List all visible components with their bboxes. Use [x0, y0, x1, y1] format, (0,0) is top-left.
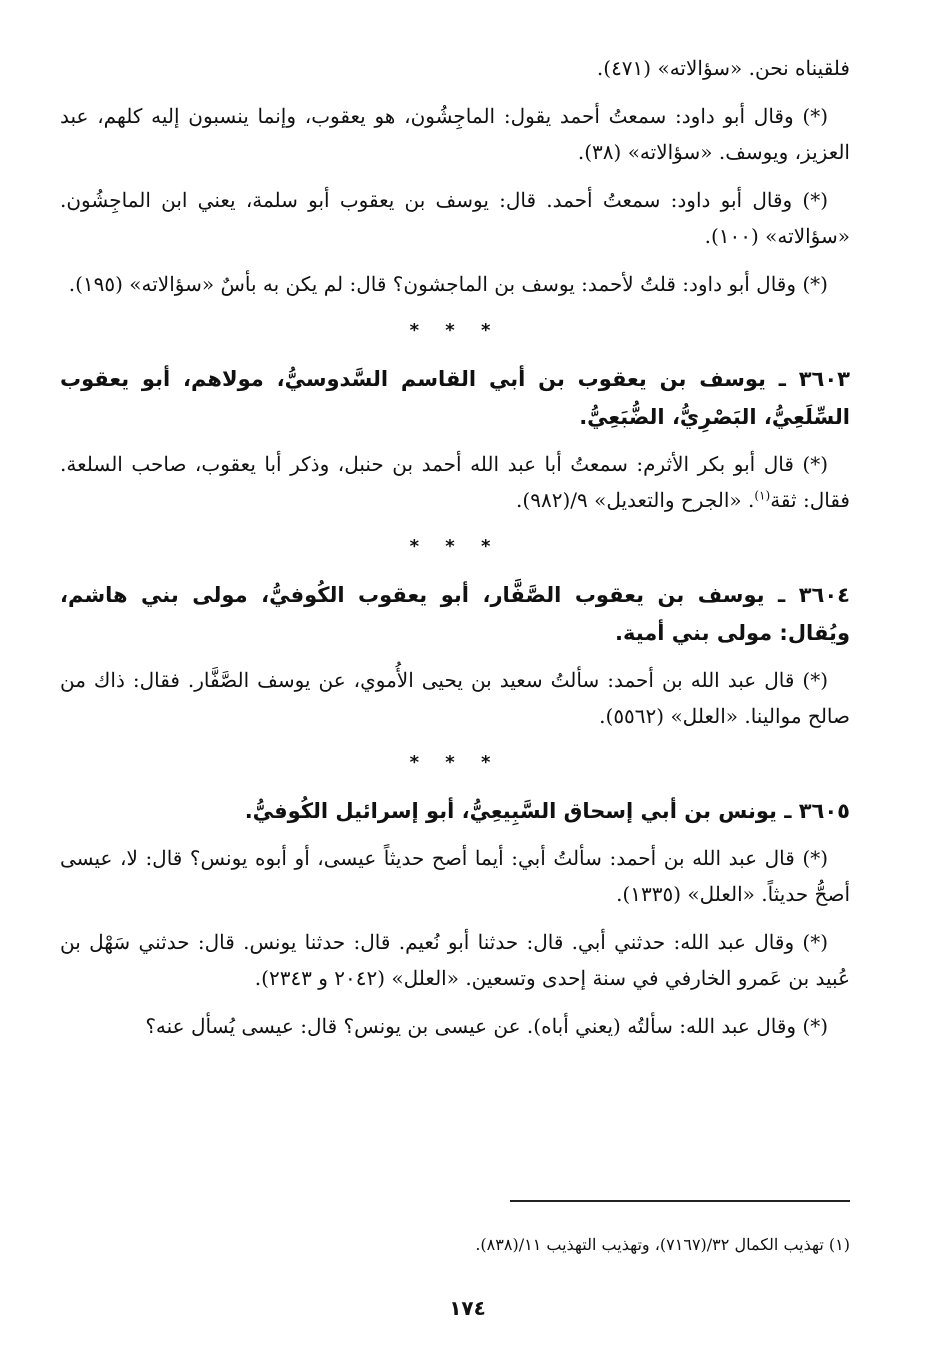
- entry-heading: ٣٦٠٥ ـ يونس بن أبي إسحاق السَّبِيعِيُّ، أبو إسرائيل الكُوفيُّ.: [244, 799, 850, 823]
- section-separator: * * *: [409, 320, 501, 341]
- paragraph: (*) وقال عبد الله: حدثني أبي. قال: حدثنا أبو نُعيم. قال: حدثنا يونس. قال: حدثني سَهْل بن عُبيد بن عَمرو الخارفي في سنة إحدى وتسعين. «العلل» (٢٠٤٢ و ٢٣٤٣).: [60, 930, 850, 990]
- page-number: ١٧٤: [449, 1296, 486, 1320]
- paragraph: (*) وقال عبد الله: سألتُه (يعني أباه). عن عيسى بن يونس؟ قال: عيسى يُسأل عنه؟: [145, 1014, 828, 1038]
- paragraph: (*) وقال أبو داود: قلتُ لأحمد: يوسف بن الماجشون؟ قال: لم يكن به بأسٌ «سؤالاته» (١٩٥).: [68, 272, 828, 296]
- paragraph: [60, 446, 850, 518]
- footnote-divider: [510, 1200, 850, 1202]
- paragraph: (*) قال عبد الله بن أحمد: سألتُ أبي: أيما أصح حديثاً عيسى، أو أبوه يونس؟ قال: لا، عيسى أصحُّ حديثاً. «العلل» (١٣٣٥).: [60, 846, 850, 906]
- footnote: (١) تهذيب الكمال ٣٢/(٧١٦٧)، وتهذيب التهذيب ١١/(٨٣٨).: [475, 1235, 850, 1254]
- section-separator: * * *: [409, 536, 501, 557]
- entry-heading: ٣٦٠٤ ـ يوسف بن يعقوب الصَّفَّار، أبو يعقوب الكُوفيُّ، مولى بني هاشم، ويُقال: مولى بني أمية.: [60, 583, 850, 645]
- paragraph: (*) وقال أبو داود: سمعتُ أحمد. قال: يوسف بن يعقوب أبو سلمة، يعني ابن الماجِشُون. «سؤالاته» (١٠٠).: [60, 188, 850, 248]
- page-body: [60, 50, 850, 1056]
- paragraph: (*) وقال أبو داود: سمعتُ أحمد يقول: الماجِشُون، هو يعقوب، وإنما ينسبون إليه كلهم، عبد العزيز، ويوسف. «سؤالاته» (٣٨).: [60, 104, 850, 164]
- paragraph: (*) قال عبد الله بن أحمد: سألتُ سعيد بن يحيى الأُموي، عن يوسف الصَّفَّار. فقال: ذاك من صالح موالينا. «العلل» (٥٥٦٢).: [60, 668, 850, 728]
- paragraph-tail: . «الجرح والتعديل» ٩/(٩٨٢).: [516, 488, 755, 512]
- footnote-reference: (١): [754, 488, 771, 503]
- paragraph: فلقيناه نحن. «سؤالاته» (٤٧١).: [596, 56, 850, 80]
- paragraph-text: (*) قال أبو بكر الأثرم: سمعتُ أبا عبد الله أحمد بن حنبل، وذكر أبا يعقوب، صاحب السلعة. فقال: ثقة: [60, 452, 850, 512]
- entry-heading: ٣٦٠٣ ـ يوسف بن يعقوب بن أبي القاسم السَّدوسيُّ، مولاهم، أبو يعقوب السِّلَعِيُّ، البَصْرِيُّ، الضُّبَعِيُّ.: [60, 367, 850, 429]
- section-separator: * * *: [409, 752, 501, 773]
